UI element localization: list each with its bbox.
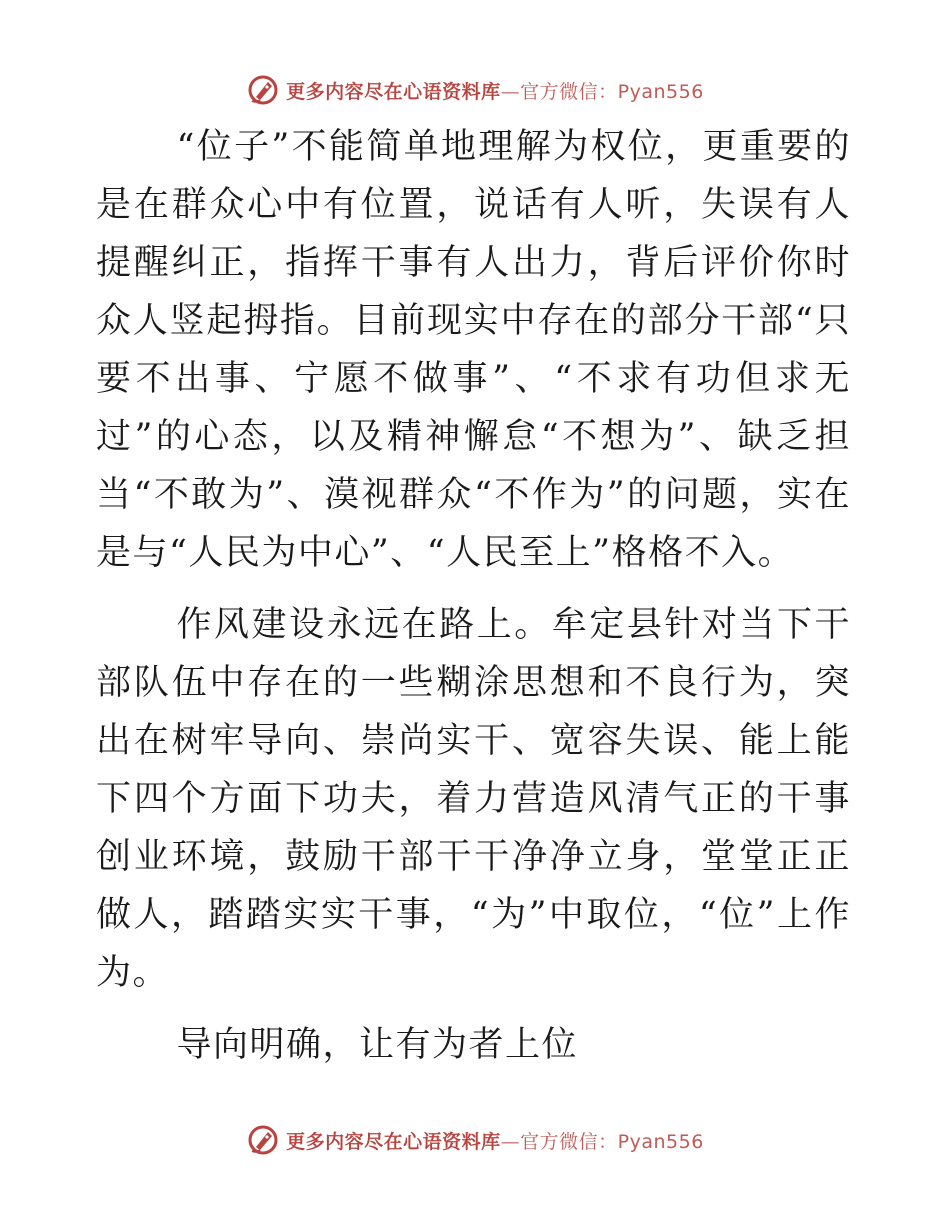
header-watermark-dash: — [500, 80, 521, 103]
pen-nib-logo-icon [246, 73, 280, 107]
footer-watermark-main: 更多内容尽在心语资料库 [286, 1130, 501, 1153]
pen-nib-logo-icon [246, 1123, 280, 1157]
header-watermark-main: 更多内容尽在心语资料库 [286, 80, 501, 103]
header-watermark [0, 70, 950, 110]
footer-watermark-text [286, 1127, 704, 1154]
footer-watermark-dash: — [500, 1130, 521, 1153]
header-watermark-sub: 官方微信：Pyan556 [520, 80, 704, 103]
footer-watermark-sub: 官方微信：Pyan556 [520, 1130, 704, 1153]
paragraph-1: “位子”不能简单地理解为权位，更重要的是在群众心中有位置，说话有人听，失误有人提醒纠正，指挥干事有人出力，背后评价你时众人竖起拇指。目前现实中存在的部分干部“只要不出事、宁愿不做事”、“不求有功但求无过”的心态，以及精神懈怠“不想为”、缺乏担当“不敢为”、漠视群众“不作为”的问题，实在是与“人民为中心”、“人民至上”格格不入。 [96, 127, 851, 573]
section-heading: 导向明确，让有为者上位 [176, 1025, 579, 1065]
header-watermark-text [286, 77, 704, 104]
footer-watermark [0, 1120, 950, 1160]
paragraph-2: 作风建设永远在路上。牟定县针对当下干部队伍中存在的一些糊涂思想和不良行为，突出在树牢导向、崇尚实干、宽容失误、能上能下四个方面下功夫，着力营造风清气正的干事创业环境，鼓励干部干干净净立身，堂堂正正做人，踏踏实实干事，“为”中取位，“位”上作为。 [96, 605, 851, 993]
body-text [96, 118, 851, 1074]
